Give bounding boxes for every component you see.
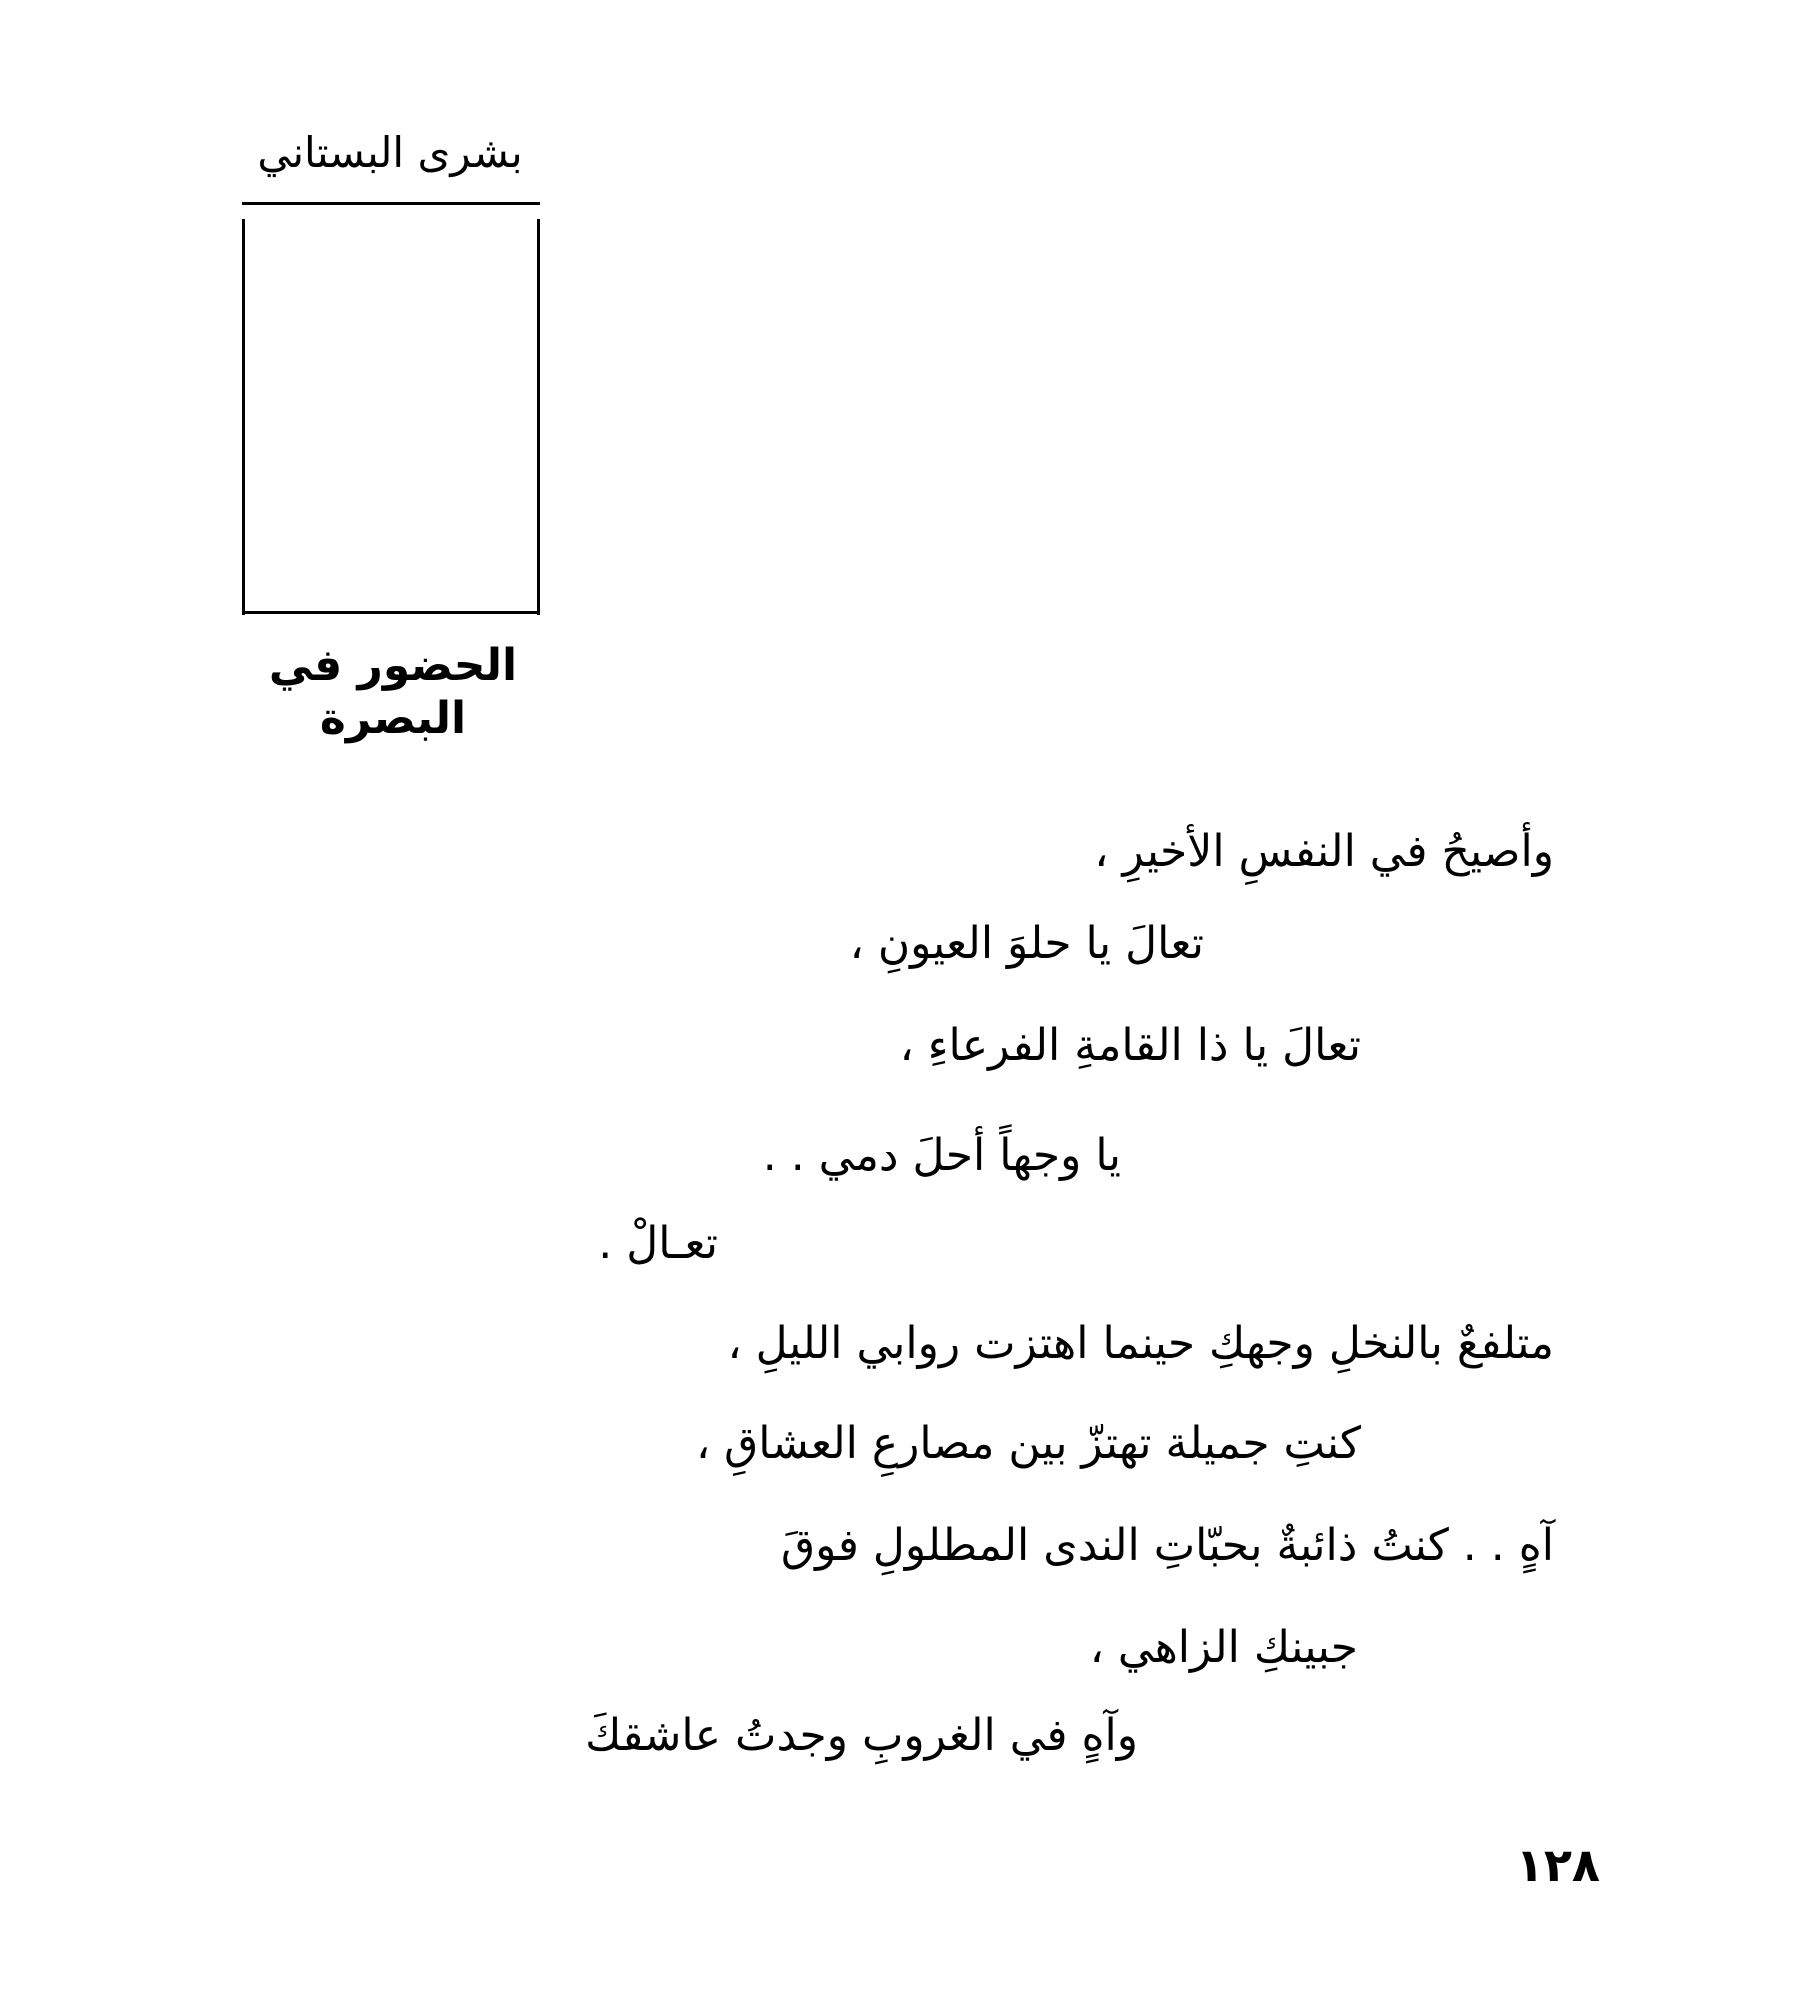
book-title: الحضور في البصرة <box>268 640 518 744</box>
poem-line: يا وجهاً أحلَ دمي . . <box>762 1130 1121 1181</box>
poem-line: متلفعٌ بالنخلِ وجهكِ حينما اهتزت روابي الليلِ ، <box>727 1318 1554 1369</box>
page-number: ١٢٨ <box>1515 1838 1600 1892</box>
poem-line: كنتِ جميلة تهتزّ بين مصارعِ العشاقِ ، <box>695 1418 1361 1469</box>
poem-line: وآهٍ في الغروبِ وجدتُ عاشقكَ <box>585 1710 1138 1761</box>
poem-line: تعالَ يا ذا القامةِ الفرعاءِ ، <box>899 1020 1361 1071</box>
poem-line: تعـالْ . <box>598 1218 718 1269</box>
poem-line: تعالَ يا حلوَ العيونِ ، <box>849 918 1204 969</box>
poem-line: وأصيحُ في النفسِ الأخيرِ ، <box>1094 826 1554 877</box>
author-name: بشرى البستاني <box>257 128 523 177</box>
poem-line: جبينكِ الزاهي ، <box>1089 1622 1358 1673</box>
poem-line: آهٍ . . كنتُ ذائبةٌ بحبّاتِ الندى المطلولِ فوقَ <box>780 1520 1554 1571</box>
